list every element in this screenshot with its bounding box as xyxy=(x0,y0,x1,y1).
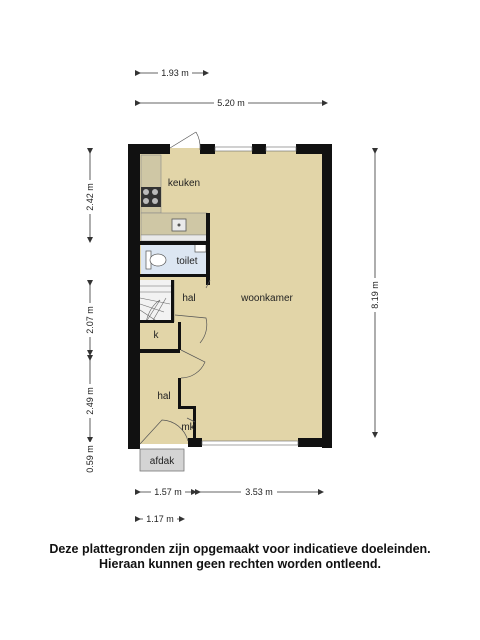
dim-bottom-3: 1.17 m xyxy=(146,514,174,524)
dim-bottom-2: 3.53 m xyxy=(245,487,273,497)
dim-top-short: 1.93 m xyxy=(161,68,189,78)
room-label-k: k xyxy=(153,330,159,341)
dim-bottom-1: 1.57 m xyxy=(154,487,182,497)
disclaimer-line-2: Hieraan kunnen geen rechten worden ontleend. xyxy=(99,557,381,571)
room-label-hal-lower: hal xyxy=(157,391,171,402)
room-label-afdak: afdak xyxy=(149,456,175,467)
room-label-mk: mk xyxy=(181,422,195,433)
room-label-hal-upper: hal xyxy=(182,293,196,304)
room-label-woonkamer: woonkamer xyxy=(241,293,293,304)
dim-left-3: 2.49 m xyxy=(85,387,95,415)
room-label-keuken: keuken xyxy=(167,178,201,189)
dim-left-4: 0.59 m xyxy=(85,445,95,473)
sink-icon xyxy=(172,219,186,231)
dim-left-1: 2.42 m xyxy=(85,183,95,211)
dim-right: 8.19 m xyxy=(370,281,380,309)
door-swing-top xyxy=(170,132,200,150)
room-label-toilet: toilet xyxy=(176,256,198,267)
disclaimer-line-1: Deze plattegronden zijn opgemaakt voor indicatieve doeleinden. xyxy=(49,542,431,556)
washbasin-icon xyxy=(195,244,206,252)
stove-icon xyxy=(141,187,161,207)
dim-top-long: 5.20 m xyxy=(217,98,245,108)
dim-left-2: 2.07 m xyxy=(85,306,95,334)
